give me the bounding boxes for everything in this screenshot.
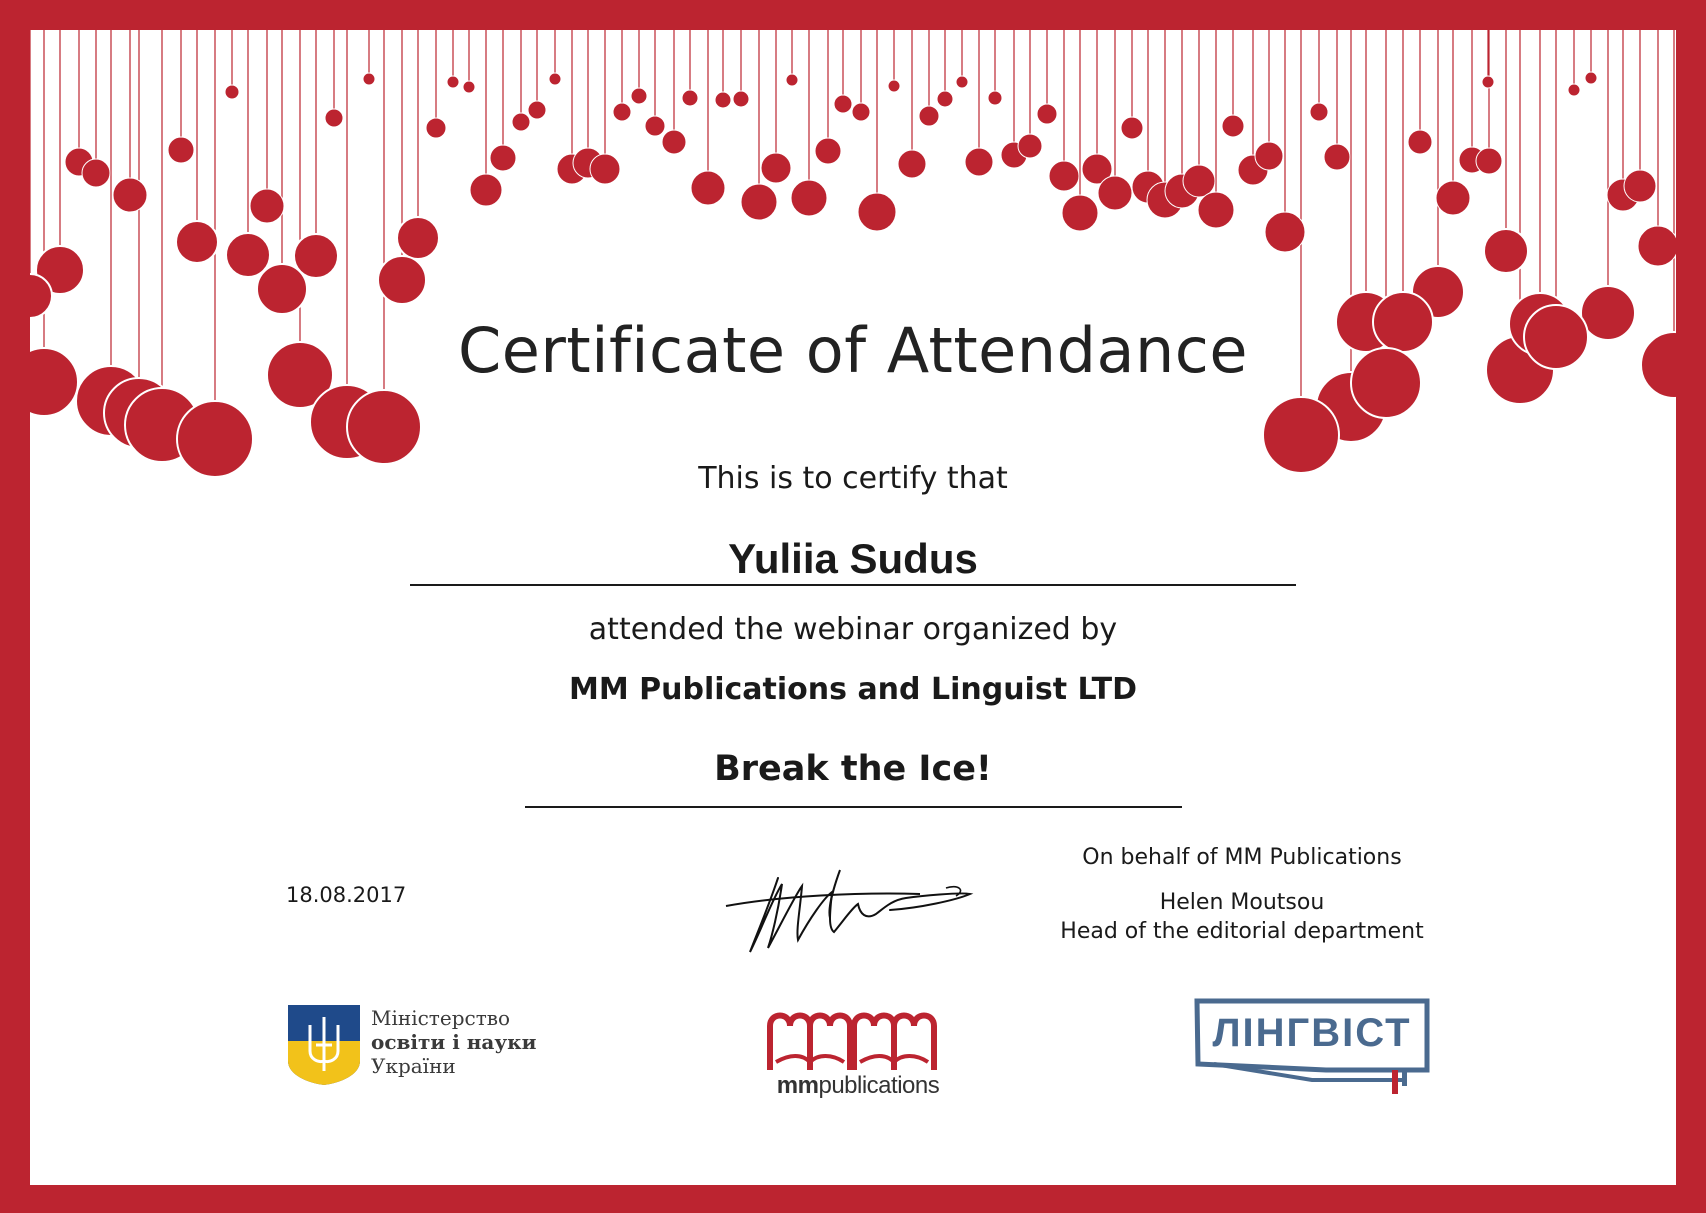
certificate-title: Certificate of Attendance	[458, 314, 1248, 387]
ornament-ball	[613, 103, 631, 121]
ministry-line-3: України	[371, 1054, 456, 1078]
ornament-ball	[1436, 181, 1470, 215]
ornament-ball	[226, 233, 270, 277]
ornament-ball	[447, 76, 459, 88]
ornament-ball	[1408, 130, 1432, 154]
ornament-ball	[691, 171, 725, 205]
certificate-date: 18.08.2017	[286, 883, 407, 907]
ministry-emblem-icon	[286, 1001, 362, 1087]
ornament-ball	[1310, 103, 1328, 121]
ornament-ball	[1324, 144, 1350, 170]
ornament-ball	[113, 178, 147, 212]
ornament-ball	[426, 118, 446, 138]
ornament-ball	[791, 180, 827, 216]
ornament-ball	[82, 159, 110, 187]
mm-wordmark-prefix: mm	[776, 1072, 819, 1099]
signatory-position: Head of the editorial department	[1060, 919, 1424, 944]
ornament-ball	[662, 130, 686, 154]
ornament-ball	[1018, 134, 1042, 158]
mm-wordmark-suffix: publications	[818, 1072, 940, 1099]
ornament-ball	[1265, 212, 1305, 252]
ornament-ball	[988, 91, 1002, 105]
ornament-ball	[463, 81, 475, 93]
attended-line: attended the webinar organized by	[588, 612, 1118, 647]
ornament-ball	[858, 193, 896, 231]
certify-line: This is to certify that	[698, 461, 1008, 496]
ornament-ball	[645, 116, 665, 136]
ornament-ball	[815, 138, 841, 164]
webinar-underline	[525, 806, 1182, 808]
ornament-ball	[852, 103, 870, 121]
mm-publications-logo-icon	[766, 1004, 938, 1072]
ornament-ball	[490, 145, 516, 171]
ornament-ball	[741, 184, 777, 220]
ornament-ball	[397, 217, 439, 259]
signature-icon	[720, 848, 980, 958]
name-underline	[410, 584, 1296, 586]
ornament-ball	[937, 91, 953, 107]
ornament-ball	[715, 92, 731, 108]
ornament-ball	[347, 390, 421, 464]
ministry-line-2: освіти і науки	[371, 1030, 537, 1054]
ornament-ball	[512, 113, 530, 131]
ornament-ball	[1585, 72, 1597, 84]
lingvist-wordmark: ЛІНГВІСТ	[1212, 1011, 1412, 1055]
ornament-ball	[225, 85, 239, 99]
ornament-ball	[1183, 165, 1215, 197]
ornament-ball	[1482, 76, 1494, 88]
ornament-ball	[1062, 195, 1098, 231]
ornament-ball	[1098, 176, 1132, 210]
ornament-ball	[1255, 142, 1283, 170]
ornament-ball	[786, 74, 798, 86]
ornament-ball	[8, 274, 52, 318]
ornament-ball	[1222, 115, 1244, 137]
ornament-ball	[1568, 84, 1580, 96]
on-behalf-line: On behalf of MM Publications	[1082, 845, 1402, 870]
ornament-ball	[733, 91, 749, 107]
ornament-ball	[1049, 161, 1079, 191]
ornament-ball	[250, 189, 284, 223]
ornament-ball	[1037, 104, 1057, 124]
ornament-ball	[168, 137, 194, 163]
webinar-title: Break the Ice!	[714, 749, 992, 789]
ministry-line-1: Міністерство	[371, 1006, 511, 1030]
ornament-ball	[898, 150, 926, 178]
ornament-ball	[888, 80, 900, 92]
ornament-ball	[834, 95, 852, 113]
ornament-ball	[528, 101, 546, 119]
ornament-ball	[919, 106, 939, 126]
ornament-ball	[631, 88, 647, 104]
ornament-ball	[590, 154, 620, 184]
ornament-ball	[965, 148, 993, 176]
signatory-block	[1042, 843, 1442, 946]
ornament-ball	[325, 109, 343, 127]
ornament-ball	[470, 174, 502, 206]
ornament-ball	[378, 256, 426, 304]
ornament-ball	[1476, 148, 1502, 174]
ornament-ball	[549, 73, 561, 85]
ornament-ball	[761, 153, 791, 183]
signatory-name: Helen Moutsou	[1159, 890, 1325, 915]
ornament-ball	[1624, 170, 1656, 202]
ornament-ball	[956, 76, 968, 88]
ornament-ball	[257, 264, 307, 314]
ornament-ball	[1638, 226, 1678, 266]
mm-publications-wordmark	[758, 1072, 958, 1100]
ornament-ball	[363, 73, 375, 85]
ornament-ball	[176, 221, 218, 263]
ministry-name	[371, 1006, 536, 1078]
organizer-name: MM Publications and Linguist LTD	[568, 672, 1137, 707]
ornament-ball	[1121, 117, 1143, 139]
ornament-ball	[1484, 229, 1528, 273]
ornament-ball	[1198, 192, 1234, 228]
recipient-name: Yuliia Sudus	[728, 535, 978, 582]
ornament-ball	[682, 90, 698, 106]
